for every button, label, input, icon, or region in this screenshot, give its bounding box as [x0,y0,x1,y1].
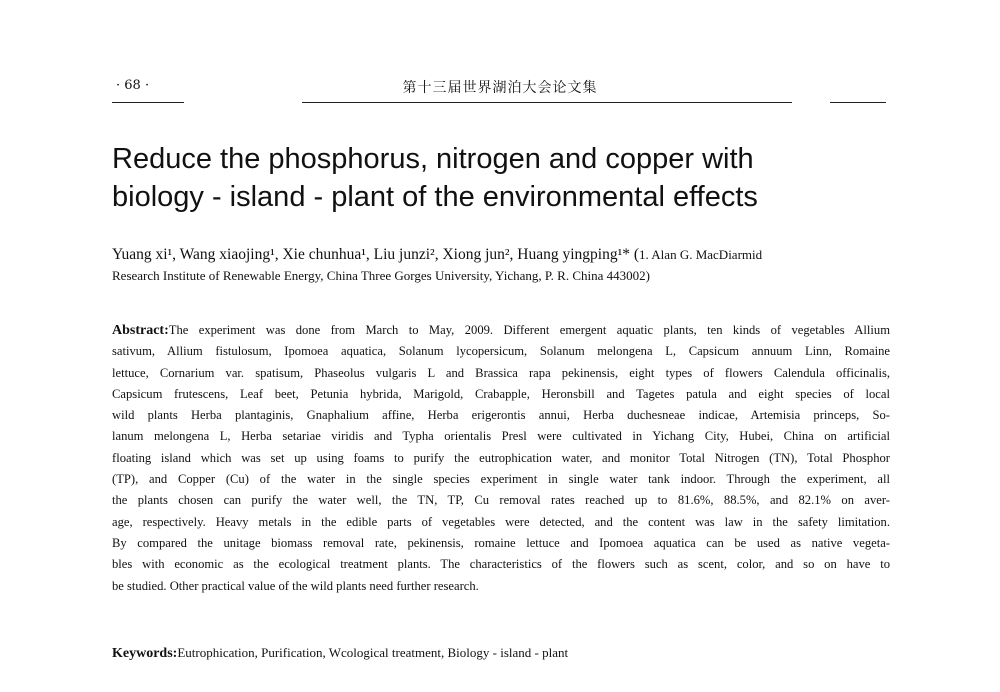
author-line-1 [112,244,892,265]
keywords [112,645,890,662]
abstract-line: floating island which was set up using foams to purify the eutrophication water, and monitor Total Nitrogen (TN), Total Phosphor [112,450,890,465]
affiliation-line: Research Institute of Renewable Energy, China Three Gorges University, Yichang, P. R. China 443002) [112,268,650,283]
affiliation-start: 1. Alan G. MacDiarmid [639,247,763,262]
keywords-text: Eutrophication, Purification, Wcological treatment, Biology - island - plant [177,645,569,660]
abstract-label: Abstract: [112,323,169,338]
paper-title [112,140,892,216]
abstract-line: lettuce, Cornarium var. spatisum, Phaseolus vulgaris L and Brassica rapa pekinensis, eight types of flowers Calendula officinalis, [112,365,890,380]
abstract-line: sativum, Allium fistulosum, Ipomoea aquatica, Solanum lycopersicum, Solanum melongena L, Capsicum annuum Linn, Romaine [112,344,890,359]
keywords-label: Keywords: [112,646,178,661]
abstract-line: wild plants Herba plantaginis, Gnaphalium affine, Herba erigerontis annui, Herba duchesneae indicae, Artemisia princeps, So- [112,408,890,423]
header-rule-left [112,102,184,103]
header-rule-right [830,102,886,103]
title-line-1: Reduce the phosphorus, nitrogen and copper with [112,143,754,175]
page-number: · 68 · [116,78,150,93]
author-block [112,244,892,286]
title-line-2: biology - island - plant of the environmental effects [112,181,758,213]
abstract-line: bles with economic as the ecological treatment plants. The characteristics of the flowers such as scent, color, and so on have to [112,557,890,572]
journal-title: 第十三届世界湖泊大会论文集 [402,80,598,96]
header-rule-center [302,102,792,103]
abstract-line: be studied. Other practical value of the wild plants need further research. [112,578,479,593]
abstract [112,320,890,597]
abstract-line: (TP), and Copper (Cu) of the water in the single species experiment in single water tank indoor. Through the experiment, all [112,472,890,487]
abstract-text: The experiment was done from March to May, 2009. Different emergent aquatic plants, ten kinds of vegetables Allium [168,323,890,337]
abstract-line: age, respectively. Heavy metals in the edible parts of vegetables were detected, and the content was law in the safety limitation. [112,514,890,529]
abstract-line: lanum melongena L, Herba setariae viridis and Typha orientalis Presl were cultivated in Yichang City, Hubei, China on artificial [112,429,890,444]
abstract-line [112,320,890,341]
abstract-line: Capsicum frutescens, Leaf beet, Petunia hybrida, Marigold, Crabapple, Heronsbill and Tagetes patula and eight species of local [112,386,890,401]
abstract-line: By compared the unitage biomass removal rate, pekinensis, romaine lettuce and Ipomoea aquatica can be used as native vegeta- [112,535,890,550]
abstract-line: the plants chosen can purify the water well, the TN, TP, Cu removal rates reached up to 81.6%, 88.5%, and 82.1% on aver- [112,493,890,508]
author-list: Yuang xi¹, Wang xiaojing¹, Xie chunhua¹, Liu junzi², Xiong jun², Huang yingping¹* ( [112,246,640,263]
running-header [112,74,888,100]
